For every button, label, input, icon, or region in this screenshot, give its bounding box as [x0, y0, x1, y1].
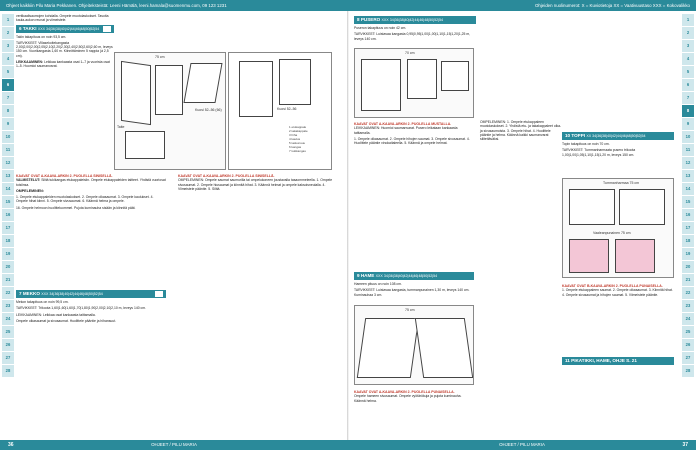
- item-10-piece-a: [569, 189, 615, 225]
- side-tab-24[interactable]: 24: [2, 313, 14, 325]
- left-column-2-bottom: [178, 172, 334, 193]
- item-9-text: [354, 388, 474, 405]
- side-tab-11[interactable]: 11: [682, 144, 694, 156]
- side-tab-18[interactable]: 18: [682, 235, 694, 247]
- item-10-cut-label: KAAVAT OVAT B-KAAVA-ARKIN 2. PUOLELLA PUNAISELLA.: [562, 284, 663, 288]
- item-9-material: TARVIKKEET: Luistavaa kangasta, tummanpunainen 1,30 m, leveys 140 cm. Kuminauhaa 3 cm.: [354, 288, 470, 297]
- pattern-piece-b: [279, 59, 311, 105]
- item-8-cut-label: KAAVAT OVAT A-KAAVA-ARKIN 2. PUOLELLA MUSTALLA.: [354, 122, 452, 126]
- pattern-layout-figure-10: [562, 178, 674, 278]
- side-tab-10[interactable]: 10: [2, 131, 14, 143]
- item-10-text: [562, 282, 674, 367]
- item-6-layout-title: LEIKKAAMINEN:: [16, 60, 44, 65]
- item-6-material: TARVIKKEET: Villasekoitekangasta 2,00|2,00|2,00|2,05|2,10|2,20|2,30|2,40|2,50|2,60|2,60 m, leveys 150 cm. Vuorikangasta 1,60 m. Kiinnittäminen 5 nappia (á 2,5 cm).: [16, 40, 113, 58]
- piece-sleeve: [183, 63, 222, 103]
- item-9-piece-back: [415, 318, 473, 378]
- item-11-link: 11 PIKATIKKI, HAME, OHJE S. 21: [565, 357, 637, 363]
- right-top-col-text: OMPELEMINEN: 1. Ompele etukappaleen muotolaskokset. 2. Yhdistä etu- ja takakappaleet olka- ja sivusaumoista. 3. Ompele hihat. 4. Huolittele pääntie ja helma. Käännä kaikki saumanvarat silitettäväksi.: [480, 120, 562, 142]
- side-tab-27[interactable]: 27: [2, 352, 14, 364]
- item-9-code: XXX 34|36|38|40|42|44|46|48|50|52|54: [375, 274, 438, 278]
- side-tab-19[interactable]: 19: [682, 248, 694, 260]
- item-10-block: [562, 130, 674, 159]
- side-tab-1[interactable]: 1: [2, 14, 14, 26]
- side-tab-21[interactable]: 21: [682, 274, 694, 286]
- item-10-steps: 1. Ompele etukappaleen saumat. 2. Ompele olkasaumat. 3. Kiinnitä hihat. 4. Ompele sivusaumat ja hihojen saumat. 5. Viimeistele pääntie.: [562, 288, 673, 297]
- fold-label: Taite: [117, 125, 125, 129]
- side-tab-21[interactable]: 21: [2, 274, 14, 286]
- left-footer-text: OHJEET / PILU MARIA: [151, 442, 197, 447]
- side-tab-3[interactable]: 3: [2, 40, 14, 52]
- item-8-material: TARVIKKEET: Luistavaa kangasta 0,95|0,95|1,00|1,00|1,10|1,15|1,20|1,25 m, leveys 140 cm.: [354, 32, 471, 41]
- side-tab-7[interactable]: 7: [682, 92, 694, 104]
- side-tab-15[interactable]: 15: [2, 196, 14, 208]
- side-tab-23[interactable]: 23: [682, 300, 694, 312]
- item-8-steps: 1. Ompele olkasaumat. 2. Ompele hihojen saumat. 3. Ompele sivusaumat. 4. Huolittele pääntie vinokaitaleella. 5. Käännä ja ompele helmat.: [354, 136, 470, 146]
- item-6-steps-heading: OMPELEMINEN:: [16, 188, 44, 193]
- item-10-code: XX 34|36|38|40|42|44|46|48|50|52|54: [586, 134, 646, 138]
- item-9-width: 75 cm: [405, 308, 415, 312]
- item-9-sizes: Hameen pituus on noin 108 cm.: [354, 282, 402, 286]
- side-tab-14[interactable]: 14: [682, 183, 694, 195]
- side-tab-16[interactable]: 16: [682, 209, 694, 221]
- legend-item: 2 takakappale: [289, 129, 308, 133]
- side-tab-28[interactable]: 28: [2, 365, 14, 377]
- item-8-title-band: [354, 16, 476, 24]
- side-tab-4[interactable]: 4: [2, 53, 14, 65]
- side-tab-7[interactable]: 7: [2, 92, 14, 104]
- pattern-piece-a: [239, 61, 273, 117]
- side-tab-4[interactable]: 4: [682, 53, 694, 65]
- item-10-width: Tummanharmaa 75 cm: [603, 181, 640, 185]
- item-10-width-2: Vaaleanpunainen 75 cm: [593, 231, 631, 235]
- side-tab-24[interactable]: 24: [682, 313, 694, 325]
- pattern-layout-figure-6: [114, 52, 226, 170]
- item-8-sizes: Puseron takapituus on noin 42 cm.: [354, 26, 407, 30]
- side-tab-11[interactable]: 11: [2, 144, 14, 156]
- left-header-bar: Ohjeet kaikkiin Pilu Maria Pekkanen. Ohjeiteksteistä: Leeni Hämälä, leeni.hamala@suomenmu.com, 09 123 1231: [0, 0, 348, 11]
- side-tab-25[interactable]: 25: [2, 326, 14, 338]
- side-tab-12[interactable]: 12: [2, 157, 14, 169]
- piece-label-2: Kuosi 52–56: [277, 107, 297, 111]
- right-page: [348, 0, 696, 450]
- side-tab-27[interactable]: 27: [682, 352, 694, 364]
- item-7-sizes: Mekon takapituus on noin 99,5 cm.: [16, 300, 69, 305]
- left-column-1: [16, 14, 114, 71]
- pattern-legend: [289, 125, 308, 153]
- item-11-link-band[interactable]: [562, 357, 674, 365]
- legend-item: 3 hiha: [289, 133, 298, 137]
- item-10-material: TARVIKKEET: Tummanharmaata pusero trikoota 1,00|1,00|1,05|1,10|1,15|1,20 m, leveys 150 cm.: [562, 148, 636, 157]
- pattern-layout-figure-8: [354, 48, 474, 118]
- legend-item: 6 kangas: [289, 145, 302, 149]
- side-tab-16[interactable]: 16: [2, 209, 14, 221]
- item-9-title-band: [354, 272, 474, 280]
- side-tab-9[interactable]: 9: [682, 118, 694, 130]
- item-9-piece-front: [357, 318, 419, 378]
- item-7-sewing: OMPELEMINEN: Ompele saumat saumurilla tai ompelukoneen joustavalla tasaommeleella. 1. Ompele sivusaumat. 2. Ompele hiusaumat ja kiinnitä hihat. 3. Käännä helmat ja ompele kaksoisneulalla. 4. Viimeistele pääntie. 5. Silitä.: [178, 178, 333, 191]
- side-tab-25[interactable]: 25: [682, 326, 694, 338]
- item-10-piece-b: [619, 189, 665, 225]
- item-6-cut-label: KAAVAT OVAT A-KAAVA-ARKIN 2. PUOLELLA SINISELLÄ.: [16, 174, 113, 178]
- side-tab-10[interactable]: 10: [682, 131, 694, 143]
- item-10-piece-pink-a: [569, 239, 609, 273]
- side-tab-2[interactable]: 2: [682, 27, 694, 39]
- item-7-cut: LEIKKAAMINEN: Leikkaa osat kankaasta taittamalla.: [16, 312, 96, 317]
- piece-back: [155, 65, 183, 115]
- item-8-text: [354, 120, 474, 147]
- side-tab-8[interactable]: 8: [2, 105, 14, 117]
- legend-item: 7 tukikangas: [289, 149, 306, 153]
- item-6-sizes: Takin takapituus on noin 93,5 cm.: [16, 34, 67, 39]
- side-tab-9[interactable]: 9: [2, 118, 14, 130]
- pattern-layout-figure-9: [354, 305, 474, 385]
- item-10-sizes: Topin takapituus on noin 70 cm.: [562, 142, 610, 146]
- right-footer-text: OHJEET / PILU MARIA: [499, 442, 545, 447]
- item-9-title: 9 HAME: [357, 273, 375, 278]
- side-tab-12[interactable]: 12: [682, 157, 694, 169]
- side-tab-2[interactable]: 2: [2, 27, 14, 39]
- item-6-prep-heading: VALMISTELUT:: [16, 178, 41, 183]
- item-6-title-band: [16, 25, 114, 33]
- item-8-width: 70 cm: [405, 51, 415, 55]
- item-6-prep-text: Silitä tukikangas etukappaleisiin. Ompele etukappaleiden taitteet. Yhdistä vuoriosat toisiinsa.: [16, 178, 166, 187]
- item-8-piece-back: [407, 59, 437, 99]
- item-6-level-box: [103, 26, 111, 32]
- item-7-title-band: [16, 290, 166, 298]
- side-tab-3[interactable]: 3: [682, 40, 694, 52]
- item-8-piece-sleeve: [441, 61, 469, 91]
- side-tab-17[interactable]: 17: [2, 222, 14, 234]
- item-8-text-col-2: [480, 120, 562, 143]
- side-tab-13[interactable]: 13: [2, 170, 14, 182]
- side-tab-18[interactable]: 18: [2, 235, 14, 247]
- side-tab-13[interactable]: 13: [682, 170, 694, 182]
- item-10-piece-pink-b: [615, 239, 655, 273]
- item-10-title-band: [562, 132, 674, 140]
- side-tab-22[interactable]: 22: [2, 287, 14, 299]
- pattern-pieces-figure: [228, 52, 332, 170]
- side-tab-28[interactable]: 28: [682, 365, 694, 377]
- right-page-number: 37: [682, 442, 688, 448]
- piece-collar: [125, 131, 165, 159]
- side-tab-17[interactable]: 17: [682, 222, 694, 234]
- side-tab-19[interactable]: 19: [2, 248, 14, 260]
- side-tab-1[interactable]: 1: [682, 14, 694, 26]
- item-6-steps: 1. Ompele etukappaleiden muotolaskokset. 2. Ompele olkasaumat. 3. Ompele kaulukset. 4. Ompele hihat kiinni. 5. Ompele sivusaumat. 6. Käännä helma ja ompele.: [16, 195, 154, 204]
- legend-item: 4 kaulus: [289, 137, 301, 141]
- item-8-title: 8 PUSERO: [357, 17, 381, 22]
- right-side-tabs: [682, 14, 694, 378]
- item-9-cut-label: KAAVAT OVAT A-KAAVA-ARKIN 2. PUOLELLA PUNAISELLA.: [354, 390, 455, 394]
- side-tab-22[interactable]: 22: [682, 287, 694, 299]
- item-7-steps: Ompele olkasaumat ja sivusaumat. Huolittele pääntie ja hihansuut.: [16, 318, 117, 323]
- right-header-bar: Ohjeiden nuolinumerot: X = Kuviotietoja XX = Vaativuustaso XXX = Kokovalikko: [348, 0, 696, 11]
- item-8-block: [354, 14, 476, 43]
- side-tab-6[interactable]: 6: [2, 79, 14, 91]
- piece-front: [121, 61, 151, 125]
- item-8-instructions: LEIKKAAMINEN: Huomioi saumanvarat. Pusero leikataan kankaasta taittamalla.: [354, 126, 458, 135]
- item-6-layout-text: Leikkaa kankaasta osat 1–7 ja vuorista osat 1–5. Huomioi saumanvarat.: [16, 60, 110, 69]
- left-page-number: 36: [8, 442, 14, 448]
- side-tab-15[interactable]: 15: [682, 196, 694, 208]
- left-footer: [0, 440, 348, 450]
- side-tab-5[interactable]: 5: [2, 66, 14, 78]
- item-9-block: [354, 270, 474, 299]
- side-tab-26[interactable]: 26: [682, 339, 694, 351]
- right-footer: [348, 440, 696, 450]
- left-side-tabs: [2, 14, 14, 378]
- intro-text: vertikaalisaumojen kohdalla. Ompele muotolaskokset. Tasoita kaula-aukon reunat ja viimeistele.: [16, 14, 109, 23]
- left-column-1-bottom: [16, 172, 166, 325]
- fabric-width-label: 75 cm: [155, 55, 165, 59]
- side-tab-20[interactable]: 20: [2, 261, 14, 273]
- item-6-code: XXX 34|36|38|40|42|44|46|48|50|52|54: [37, 26, 100, 31]
- side-tab-20[interactable]: 20: [682, 261, 694, 273]
- item-7-title: 7 MEKKO: [19, 291, 40, 297]
- side-tab-26[interactable]: 26: [2, 339, 14, 351]
- item-7-code: XXX 34|36|38|40|42|44|46|48|50|52|54: [41, 292, 103, 297]
- legend-item: 5 taskunsuu: [289, 141, 306, 145]
- item-6-steps-extra: 16. Ompele helmoon huolitteluommel. Pujota kuminauha sisään ja kiinnitä päät.: [16, 205, 136, 210]
- side-tab-23[interactable]: 23: [2, 300, 14, 312]
- piece-label-1: Kuosi 52–56 (66): [195, 108, 222, 112]
- item-7-cut-label: KAAVAT OVAT A-KAAVA-ARKIN 2. PUOLELLA SINISELLÄ.: [178, 174, 275, 178]
- item-7-material: TARVIKKEET: Trikoota 1,60|1,60|1,60|1,70|1,80|1,90|2,00|2,10|2,10 m, leveys 140 cm.: [16, 306, 147, 311]
- item-8-piece-front: [361, 59, 401, 111]
- item-8-code: XXX 34|36|38|40|42|44|46|48|50|52|54: [381, 18, 444, 22]
- side-tab-14[interactable]: 14: [2, 183, 14, 195]
- item-10-title: 10 TOPPI: [565, 133, 586, 138]
- item-6-title: 6 TAKKI: [19, 25, 37, 31]
- legend-item: 1 etukappale: [289, 125, 307, 129]
- item-9-steps: Ompele hameen sivusaumat. Ompele vyötärökuja ja pujota kuminauha. Käännä helma.: [354, 394, 462, 403]
- side-tab-6[interactable]: 6: [682, 79, 694, 91]
- side-tab-8[interactable]: 8: [682, 105, 694, 117]
- item-7-level-box: [155, 291, 163, 297]
- side-tab-5[interactable]: 5: [682, 66, 694, 78]
